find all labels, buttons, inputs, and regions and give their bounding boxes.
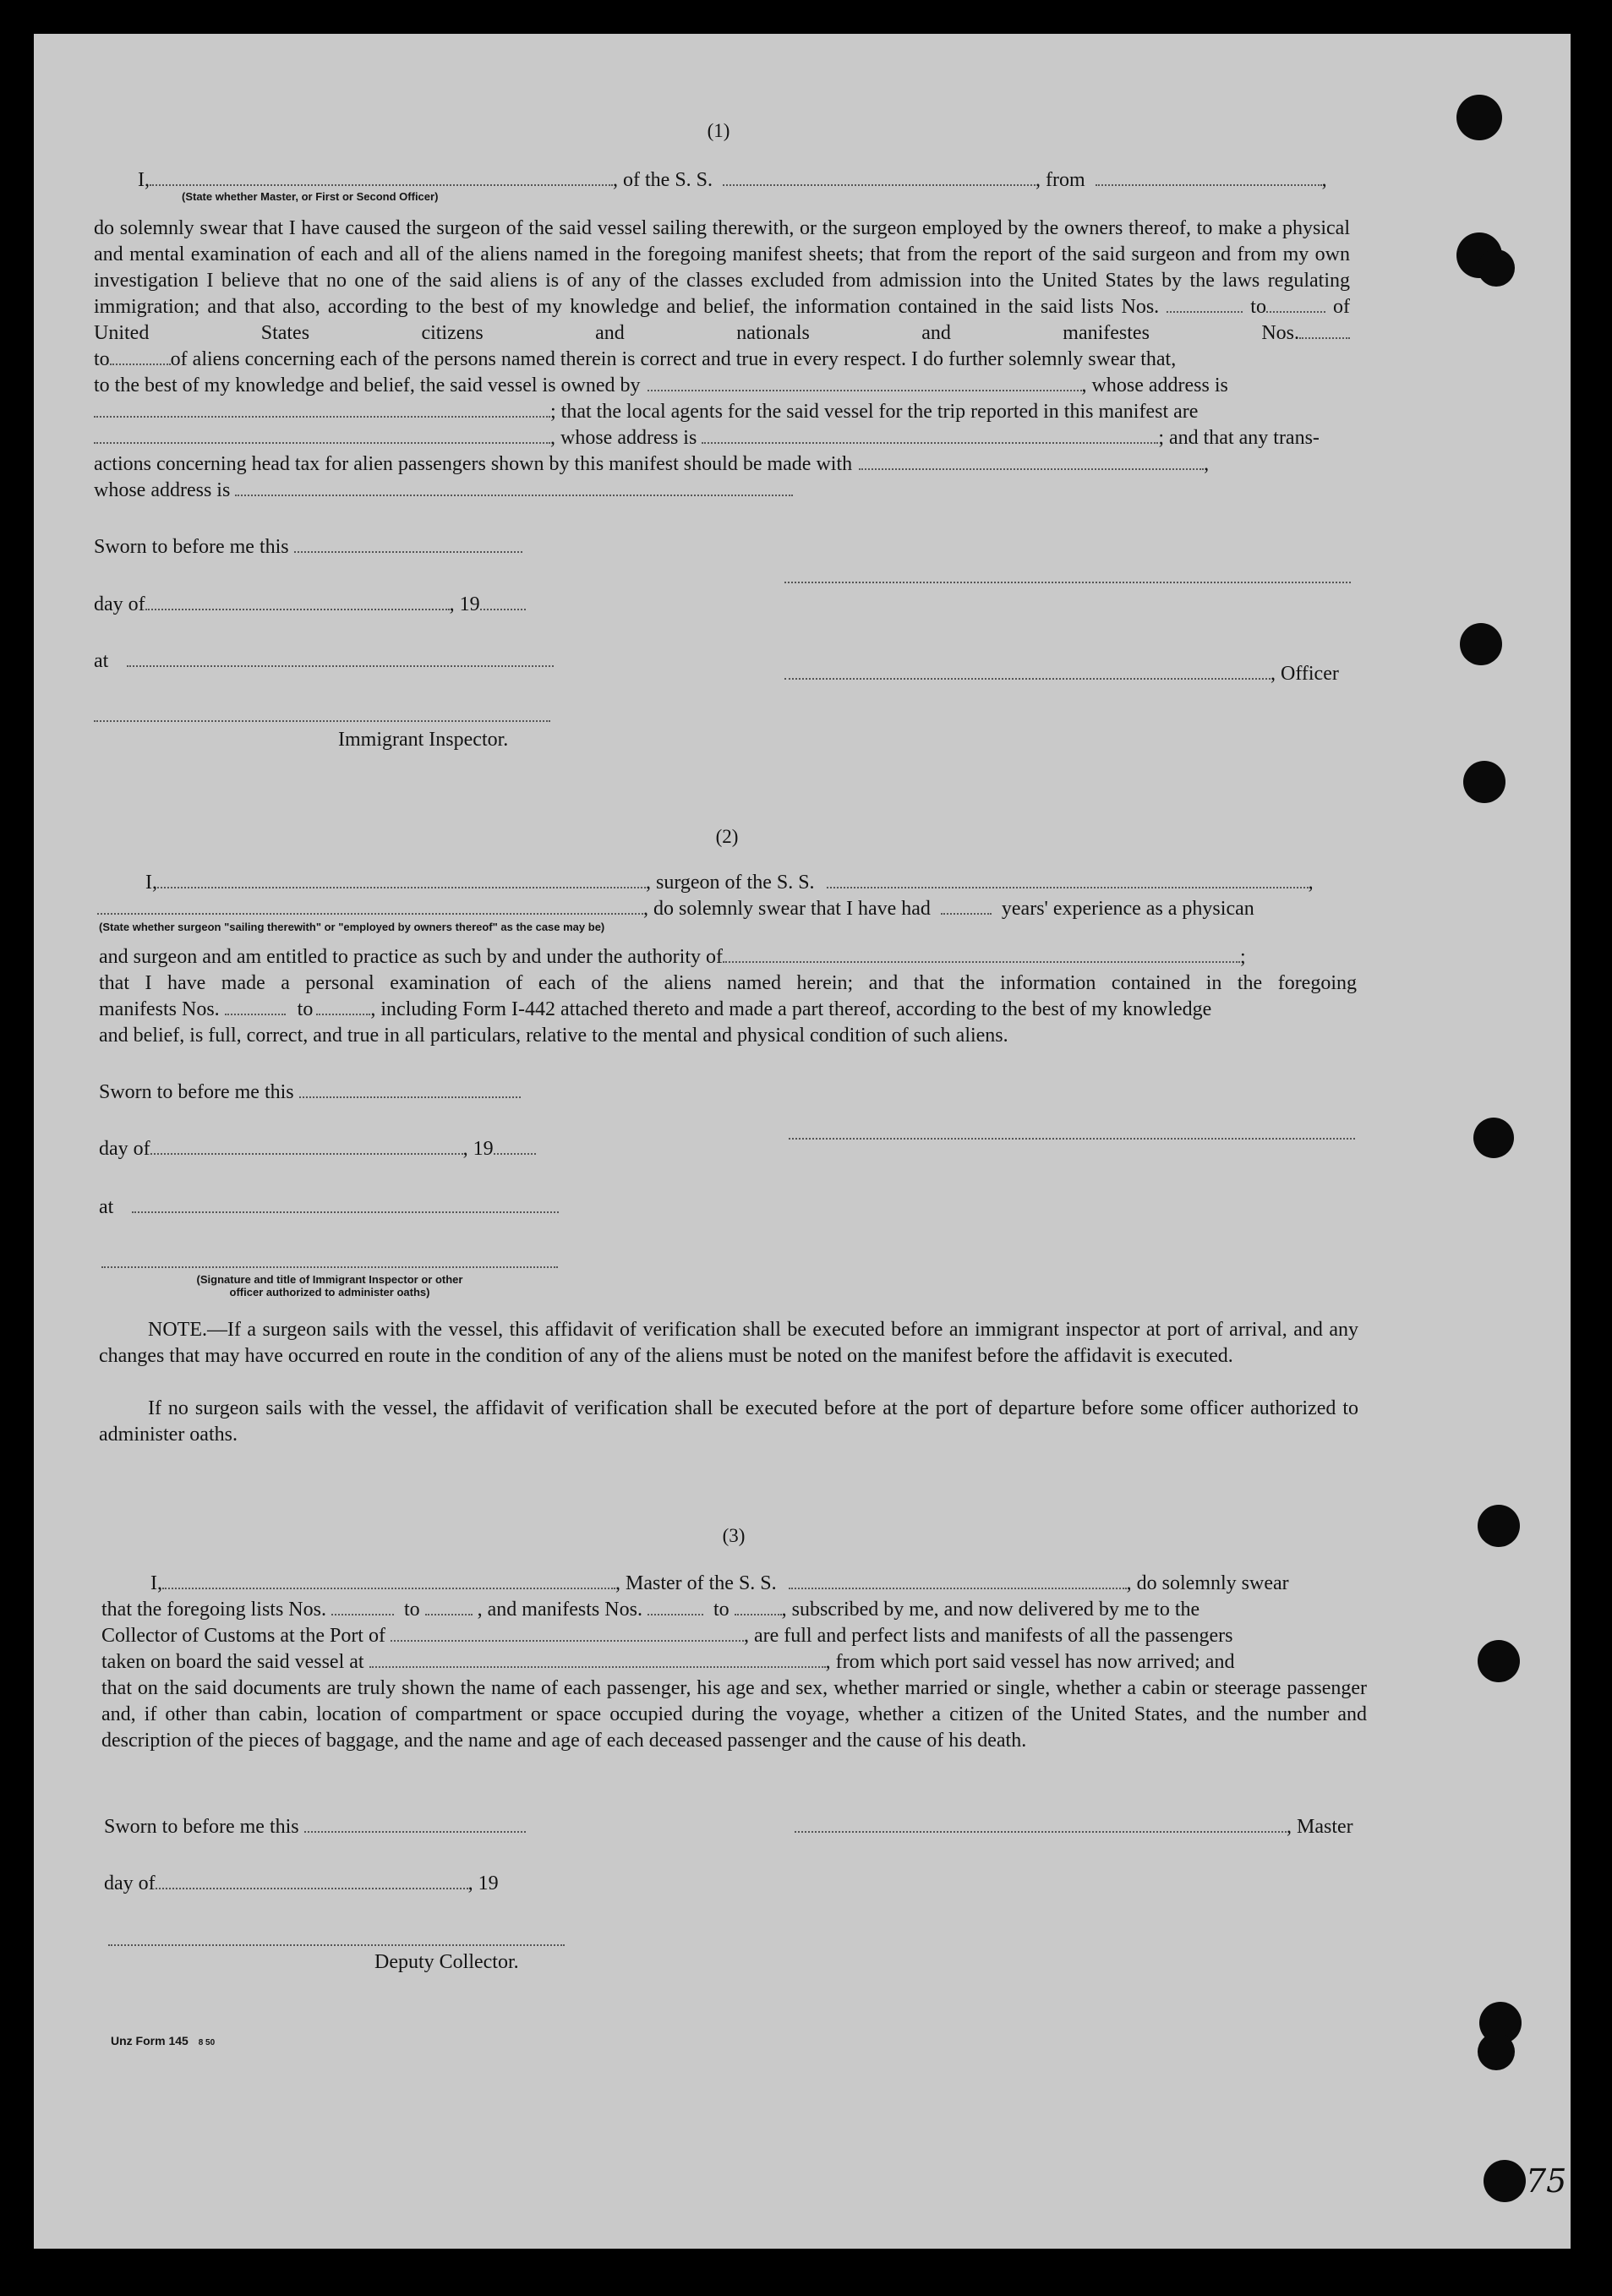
punch-hole: [1484, 2160, 1526, 2202]
handwritten-page-number: 75: [1526, 2162, 1567, 2200]
s2-sig-note-1: (Signature and title of Immigrant Inspector or other: [196, 1273, 463, 1286]
s1-line-1: I, , of the S. S. , from ,: [138, 169, 1327, 191]
s3-master-sig: , Master: [795, 1814, 1353, 1840]
s1-inspector-sig-line: [94, 720, 550, 722]
s1-at: at: [94, 648, 554, 675]
form-number: Unz Form 145 8 50: [111, 2034, 216, 2047]
punch-hole: [1478, 1505, 1520, 1547]
s1-officer-sig-line-1: [784, 582, 1351, 583]
surgeon-note: (State whether surgeon "sailing therewith" or "employed by owners thereof" as the case may be): [99, 921, 605, 933]
s1-line-9: ; that the local agents for the said vessel for the trip reported in this manifest are: [94, 399, 1198, 425]
s2-line-2: , do solemnly swear that I have had years' experience as a physican: [97, 896, 1254, 922]
punch-hole: [1456, 95, 1502, 140]
s2-sig-note-2: officer authorized to administer oaths): [229, 1286, 430, 1298]
s1-line-8: to the best of my knowledge and belief, the said vessel is owned by , whose address is: [94, 374, 1228, 396]
s2-line-5: manifests Nos. to , including Form I-442 attached thereto and made a part thereof, according to the best of my knowledge: [99, 998, 1212, 1020]
section-3-heading: (3): [722, 1525, 746, 1546]
section-1-heading: (1): [707, 120, 730, 141]
s1-line-11: actions concerning head tax for alien passengers shown by this manifest should be made with ,: [94, 453, 1210, 475]
s3-line-2: that the foregoing lists Nos. to , and manifests Nos. to , subscribed by me, and now delivered by me to the: [101, 1599, 1200, 1621]
s2-note-1: NOTE.—If a surgeon sails with the vessel, this affidavit of verification shall be executed before an immigrant inspector at port of arrival, and any changes that may have occurred en route in the condition of any of the aliens must be noted on the manifest before the affidavit is executed.: [99, 1319, 1358, 1367]
s2-line-3: and surgeon and am entitled to practice as such by and under the authority of ;: [99, 946, 1246, 968]
s3-sworn: Sworn to before me this: [104, 1814, 526, 1840]
s1-officer-sig: , Officer: [784, 661, 1339, 687]
s2-at: at: [99, 1194, 559, 1221]
punch-hole: [1473, 1118, 1514, 1158]
officer-note: (State whether Master, or First or Second Officer): [182, 190, 439, 203]
s3-line-3: Collector of Customs at the Port of , are full and perfect lists and manifests of all the passengers: [101, 1625, 1233, 1647]
s2-day-of: day of , 19: [99, 1136, 536, 1162]
punch-hole: [1478, 2033, 1515, 2070]
s3-line-4: taken on board the said vessel at , from which port said vessel has now arrived; and: [101, 1651, 1235, 1673]
s1-paragraph: do solemnly swear that I have caused the surgeon of the said vessel sailing therewith, or the surgeon employed by the owners thereof, to make a physical and mental examination of each and all of the aliens named in the foregoing manifest sheets; that from the report of the said surgeon and from my own investigation I believe that no one of the said aliens is of any of the classes excluded from admission into the United States by the laws regulating immigration; and that also, according to the best of my knowledge and belief, the information contained in the said lists Nos. to of United States citizens and nationals and manifestes Nos.: [94, 217, 1351, 344]
punch-hole: [1463, 761, 1505, 803]
punch-hole: [1478, 1640, 1520, 1682]
s2-sig-line: [789, 1138, 1355, 1140]
s2-line-6: and belief, is full, correct, and true in all particulars, relative to the mental and physical condition of such aliens.: [99, 1025, 1008, 1047]
s1-inspector: Immigrant Inspector.: [338, 729, 509, 751]
s2-note-2: If no surgeon sails with the vessel, the affidavit of verification shall be executed before at the port of departure before some officer authorized to administer oaths.: [99, 1397, 1358, 1446]
s2-sworn: Sworn to before me this: [99, 1080, 521, 1106]
punch-hole: [1460, 623, 1502, 665]
s3-collector-sig-line: [108, 1944, 565, 1946]
s3-line-1: I, , Master of the S. S. , do solemnly swear: [150, 1572, 1289, 1594]
s1-line-10: , whose address is ; and that any trans-: [94, 425, 1320, 451]
s1-sworn: Sworn to before me this: [94, 534, 522, 560]
s2-line-1: I, , surgeon of the S. S. ,: [145, 872, 1314, 894]
section-2-heading: (2): [715, 826, 739, 847]
s3-day-of: day of , 19: [104, 1872, 499, 1894]
s3-paragraph: that on the said documents are truly shown the name of each passenger, his age and sex, whether married or single, whether a cabin or steerage passenger and, if other than cabin, location of compartment or space occupied during the voyage, whether a citizen of the United States, and the number and description of the pieces of baggage, and the name and age of each deceased passenger and the cause of his death.: [101, 1677, 1367, 1752]
s3-deputy: Deputy Collector.: [374, 1951, 519, 1973]
s1-day-of: day of , 19: [94, 592, 526, 618]
s1-line-7: to of aliens concerning each of the persons named therein is correct and true in every respect. I do further solemnly swear that,: [94, 348, 1177, 370]
s1-line-12: whose address is: [94, 478, 793, 504]
s2-inspector-sig-line: [101, 1266, 558, 1268]
punch-hole: [1478, 249, 1515, 287]
s2-line-4: that I have made a personal examination of each of the aliens named herein; and that the information contained in the foregoing: [99, 972, 1357, 994]
